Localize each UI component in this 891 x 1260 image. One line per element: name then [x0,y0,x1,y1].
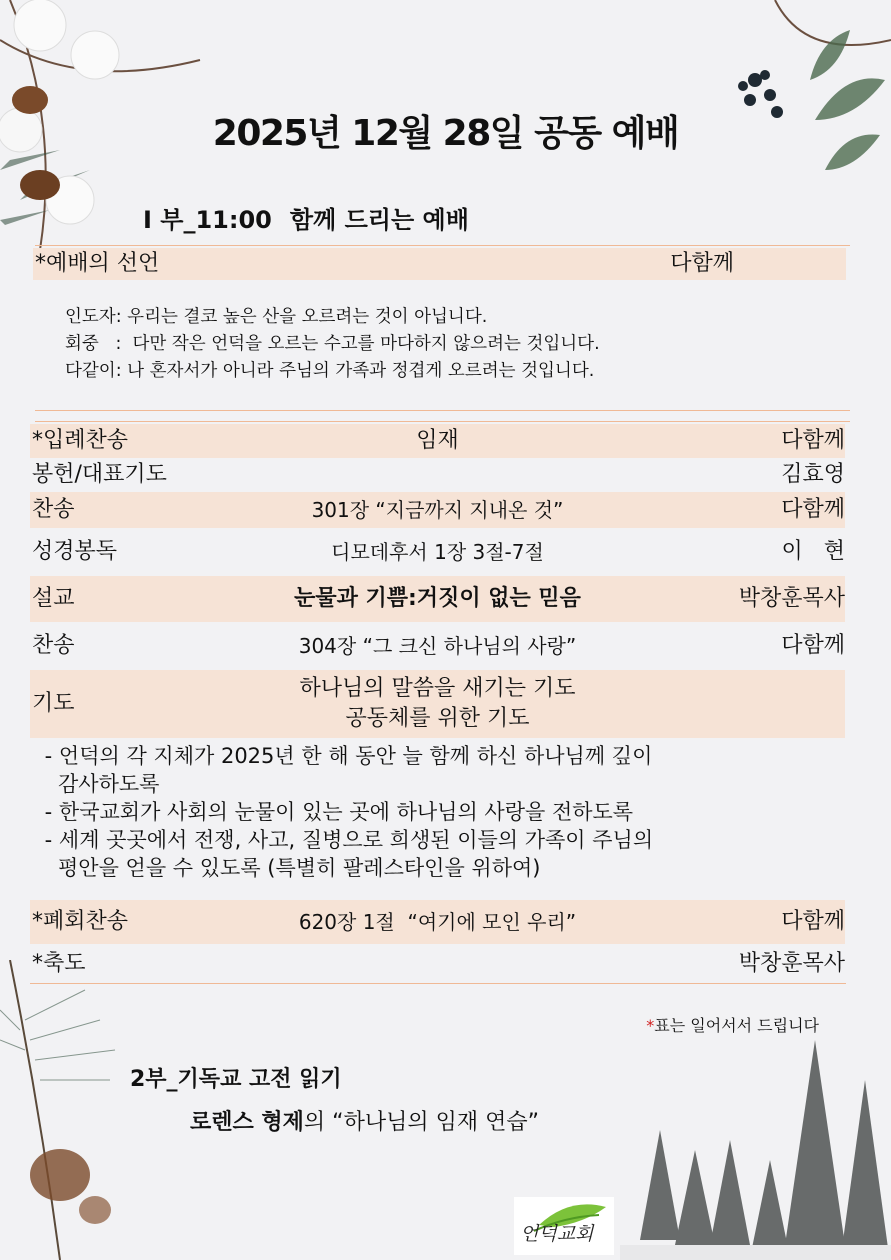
order-who: 김효영 [781,462,845,487]
order-row [30,670,845,738]
part2-author: 로렌스 형제 [190,1110,304,1135]
order-who: 다함께 [670,251,734,276]
order-row [30,576,845,622]
order-content: 디모데후서 1장 3절-7절 [331,540,544,564]
prayer-title: 하나님의 말씀을 새기는 기도 [299,676,576,701]
order-item: *입례찬송 [32,428,129,453]
note-star: * [646,1016,655,1035]
responsive-line: 회중 : 다만 작은 언덕을 오르는 수고를 마다하지 않으려는 것입니다. [65,334,600,354]
part1-heading [143,200,487,235]
prayer-item: - 언덕의 각 지체가 2025년 한 해 동안 늘 함께 하신 하나님께 깊이 [38,744,653,768]
pine-trees-decoration-icon [620,1020,891,1260]
order-content [30,674,845,734]
order-who: 다함께 [781,909,845,934]
berry-branch-decoration-icon [715,0,891,200]
order-who: 박창훈목사 [738,951,845,976]
call-to-worship-row [33,248,846,280]
note-text: 표는 일어서서 드립니다 [654,1016,819,1035]
part1-subtitle: 함께 드리는 예배 [289,206,469,234]
order-who: 다함께 [781,428,845,453]
prayer-item: 감사하도록 [38,772,160,796]
order-item: 설교 [32,586,75,611]
divider [35,410,850,411]
sermon-title: 눈물과 기쁨:거짓이 없는 믿음 [294,586,581,611]
responsive-reading [65,304,600,385]
order-row [30,624,845,668]
order-item: 기도 [32,691,75,716]
order-who: 이 현 [781,539,845,564]
part2-reading [190,1105,539,1136]
order-item: 찬송 [32,633,75,658]
order-item: *폐회찬송 [32,909,129,934]
prayer-item: - 세계 곳곳에서 전쟁, 사고, 질병으로 희생된 이들의 가족이 주님의 [38,828,654,852]
part1-time: Ⅰ 부_11:00 [143,206,272,234]
page-title: 2025년 12월 28일 공동 예배 [212,113,679,154]
responsive-line: 다같이: 나 혼자서가 아니라 주님의 가족과 정겹게 오르려는 것입니다. [65,361,595,381]
church-logo [514,1197,614,1255]
standing-note [646,1013,819,1036]
responsive-line: 인도자: 우리는 결코 높은 산을 오르려는 것이 아닙니다. [65,307,488,327]
order-content: 301장 “지금까지 지내온 것” [311,498,564,522]
order-content: 620장 1절 “여기에 모인 우리” [298,910,577,934]
order-row [30,530,845,574]
order-item: 찬송 [32,497,75,522]
divider [30,983,846,984]
order-content: 304장 “그 크신 하나님의 사랑” [298,634,577,658]
divider [35,421,850,422]
order-who: 박창훈목사 [738,586,845,611]
order-item: *예배의 선언 [35,251,160,276]
order-row [30,458,845,492]
part2-book: 의 “하나님의 임재 연습” [303,1110,539,1135]
prayer-title: 공동체를 위한 기도 [345,706,530,731]
order-item: 성경봉독 [32,539,118,564]
order-who: 다함께 [781,497,845,522]
order-item: *축도 [32,951,86,976]
divider [35,245,850,246]
pine-branch-decoration-icon [0,960,140,1260]
order-row [30,492,845,528]
order-content: 임재 [416,428,459,453]
logo-text: 언덕교회 [520,1223,594,1245]
order-row [30,946,845,982]
order-who: 다함께 [781,633,845,658]
prayer-item: 평안을 얻을 수 있도록 (특별히 팔레스타인을 위하여) [38,856,541,880]
order-item: 봉헌/대표기도 [32,462,167,487]
part2-heading: 2부_기독교 고전 읽기 [130,1067,342,1092]
order-row [30,900,845,944]
prayer-items [38,742,653,882]
prayer-item: - 한국교회가 사회의 눈물이 있는 곳에 하나님의 사랑을 전하도록 [38,800,634,824]
order-row [30,424,845,458]
